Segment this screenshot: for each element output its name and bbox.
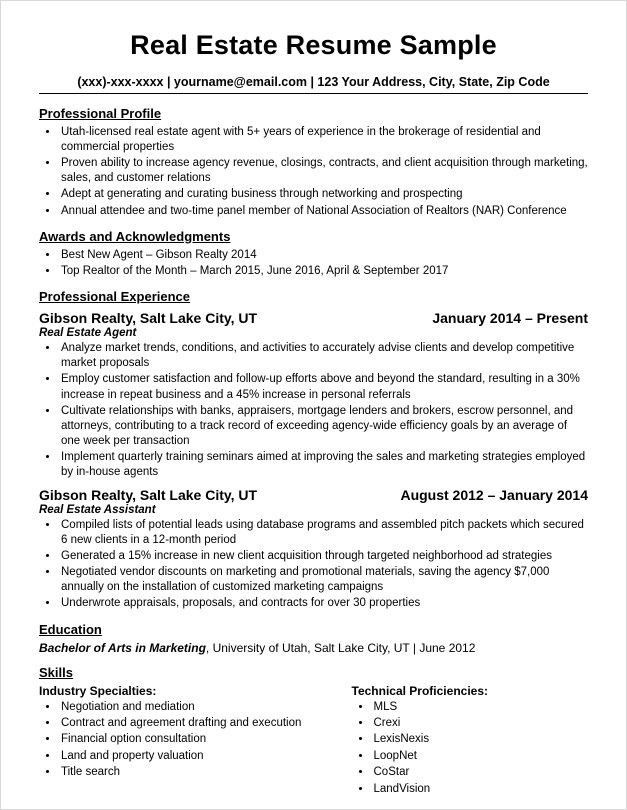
- profile-bullet-list: [39, 125, 588, 219]
- section-heading-experience: Professional Experience: [39, 289, 191, 305]
- experience-bullet-list: [39, 341, 588, 481]
- education-entry: [39, 641, 588, 655]
- employer-name: Gibson Realty, Salt Lake City, UT: [39, 486, 258, 503]
- list-item: • Employ customer satisfaction and follow-up efforts above and beyond the standard, resulting in a 30% increase in repeat business and a 45% increase in personal referrals: [59, 372, 588, 402]
- section-heading-profile: Professional Profile: [39, 105, 162, 121]
- skills-list: [352, 700, 589, 797]
- education-degree: Bachelor of Arts in Marketing: [39, 640, 206, 655]
- list-item: • Annual attendee and two-time panel member of National Association of Realtors (NAR) Conference: [59, 204, 588, 219]
- list-item: • CoStar: [372, 765, 589, 780]
- section-professional-profile: [39, 106, 588, 219]
- list-item: • Implement quarterly training seminars aimed at improving the sales and marketing strategies employed by in-house agents: [59, 450, 588, 480]
- section-skills: [39, 665, 588, 798]
- job-title: Real Estate Agent: [39, 327, 137, 340]
- list-item: • Underwrote appraisals, proposals, and contracts for over 30 properties: [59, 596, 588, 611]
- list-item: • Utah-licensed real estate agent with 5+ years of experience in the brokerage of residential and commercial properties: [59, 125, 588, 155]
- section-professional-experience: [39, 289, 588, 612]
- section-heading-skills: Skills: [39, 664, 73, 680]
- experience-entry-header: [39, 310, 588, 326]
- list-item: • Financial option consultation: [59, 732, 314, 747]
- contact-line: (xxx)-xxx-xxxx | yourname@email.com | 123 Your Address, City, State, Zip Code: [77, 74, 550, 89]
- employment-dates: August 2012 – January 2014: [400, 486, 588, 503]
- list-item: • LexisNexis: [372, 732, 589, 747]
- list-item: • Crexi: [372, 716, 589, 731]
- skills-columns: [39, 684, 588, 798]
- skills-list: [39, 700, 314, 781]
- list-item: • Cultivate relationships with banks, appraisers, mortgage lenders and brokers, escrow personnel, and attorneys, contributing to a track record of exceeding agency-wide efficiency goals by an average of one week per transaction: [59, 404, 588, 450]
- list-item: • Top Realtor of the Month – March 2015, June 2016, April & September 2017: [59, 264, 588, 279]
- section-heading-awards: Awards and Acknowledgments: [39, 228, 231, 244]
- list-item: • Adept at generating and curating business through networking and prospecting: [59, 187, 588, 202]
- education-details: , University of Utah, Salt Lake City, UT | June 2012: [205, 640, 476, 655]
- employer-name: Gibson Realty, Salt Lake City, UT: [39, 310, 258, 327]
- skills-column-title: Technical Proficiencies:: [351, 683, 488, 698]
- experience-entry: [39, 310, 588, 481]
- list-item: • Title search: [59, 765, 314, 780]
- experience-bullet-list: [39, 518, 588, 612]
- skills-column-industry: [39, 684, 314, 798]
- list-item: • Contract and agreement drafting and execution: [59, 716, 314, 731]
- list-item: • Compiled lists of potential leads using database programs and assembled pitch packets which secured 6 new clients in a 12-month period: [59, 518, 588, 548]
- section-awards: [39, 229, 588, 279]
- list-item: • Generated a 15% increase in new client acquisition through targeted neighborhood ad strategies: [59, 549, 588, 564]
- skills-column-technical: [314, 684, 589, 798]
- list-item: • Proven ability to increase agency revenue, closings, contracts, and client acquisition through marketing, sales, and customer relations: [59, 156, 588, 186]
- list-item: • Negotiation and mediation: [59, 700, 314, 715]
- list-item: • MLS: [372, 700, 589, 715]
- page-title: Real Estate Resume Sample: [130, 30, 497, 60]
- section-heading-education: Education: [39, 621, 102, 637]
- list-item: • Negotiated vendor discounts on marketing and promotional materials, saving the agency $7,000 annually on the installation of customized marketing campaigns: [59, 565, 588, 595]
- list-item: • Best New Agent – Gibson Realty 2014: [59, 248, 588, 263]
- employment-dates: January 2014 – Present: [432, 310, 588, 327]
- job-title: Real Estate Assistant: [39, 503, 156, 516]
- list-item: • LandVision: [372, 782, 589, 797]
- experience-entry-header: [39, 487, 588, 503]
- list-item: • Analyze market trends, conditions, and activities to accurately advise clients and develop competitive market proposals: [59, 341, 588, 371]
- awards-bullet-list: [39, 248, 588, 279]
- experience-entry: [39, 487, 588, 612]
- header-divider: [39, 93, 588, 94]
- skills-column-title: Industry Specialties:: [39, 683, 157, 698]
- list-item: • LoopNet: [372, 749, 589, 764]
- list-item: • Land and property valuation: [59, 749, 314, 764]
- section-education: [39, 622, 588, 655]
